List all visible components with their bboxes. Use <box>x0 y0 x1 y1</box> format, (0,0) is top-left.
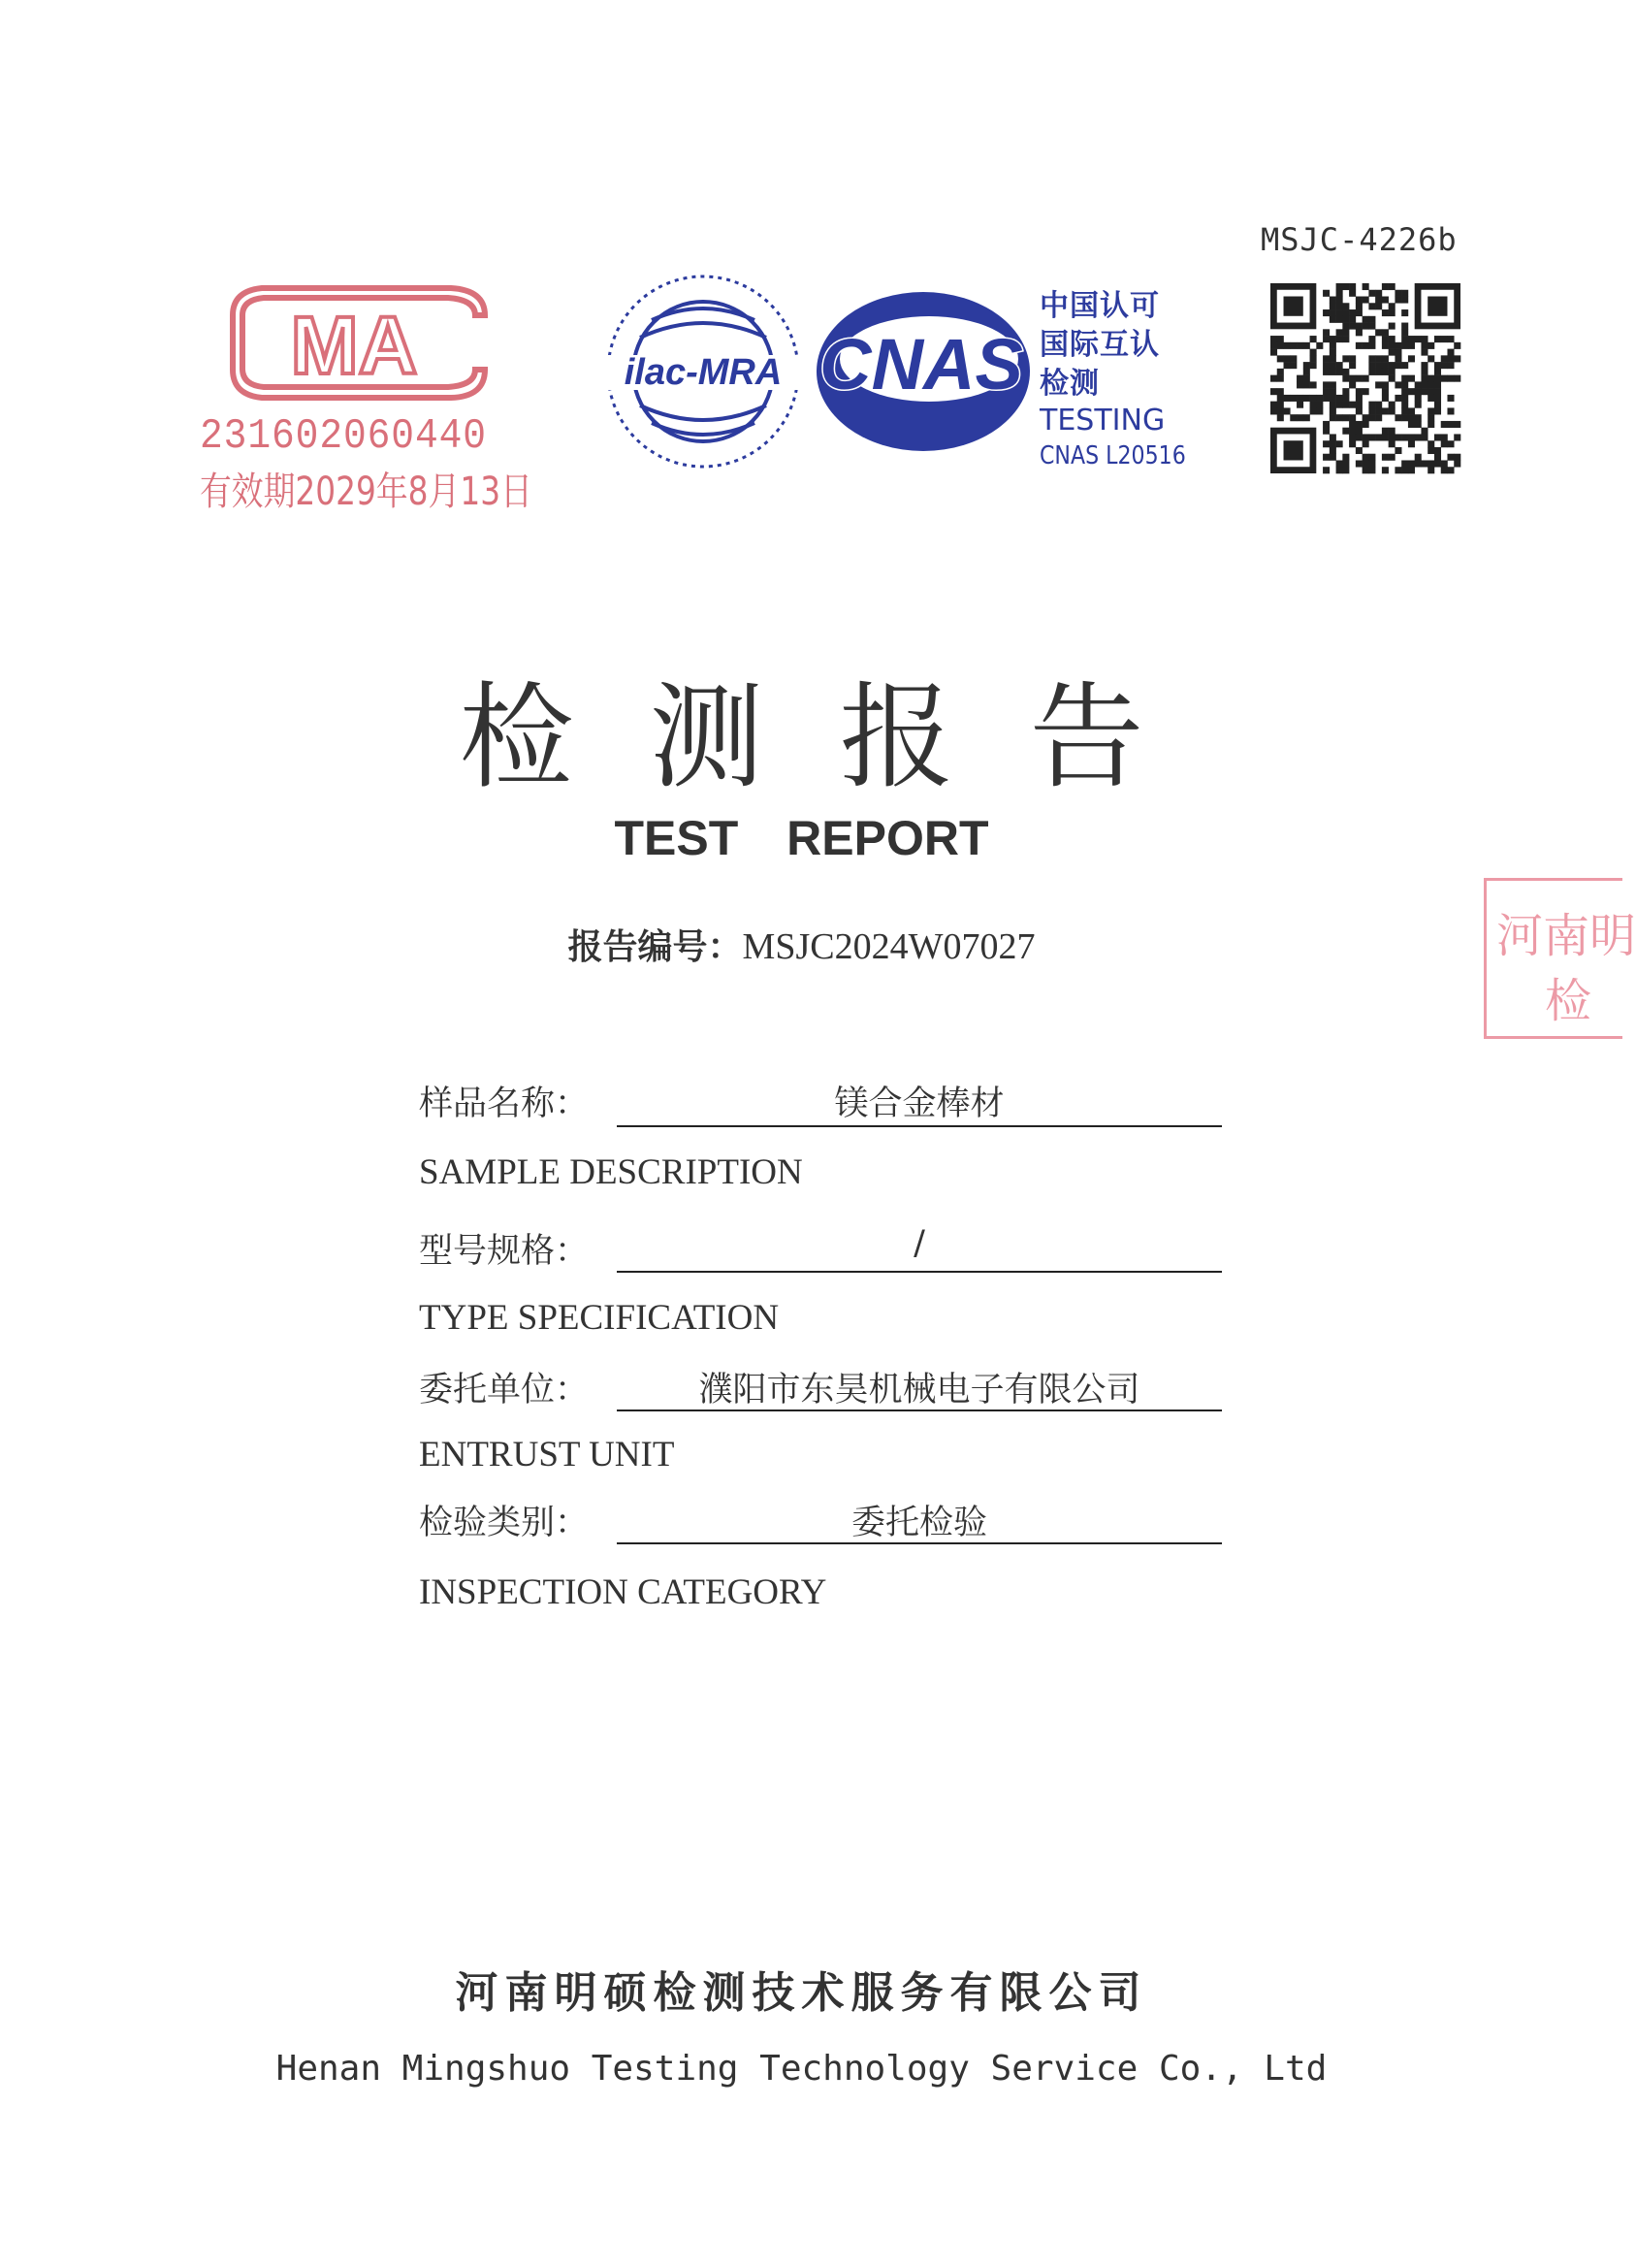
entrust-unit-value: 濮阳市东昊机械电子有限公司 <box>698 1371 1140 1409</box>
page-title-english: TEST REPORT <box>614 811 989 865</box>
inspection-category-underline <box>617 1542 1222 1544</box>
company-name: 河南明硕检测技术服务有限公司 <box>455 1968 1148 2018</box>
type-spec-underline <box>617 1271 1222 1273</box>
cnas-text: CNAS <box>819 324 1023 405</box>
cnas-caption-testing: TESTING <box>1040 404 1166 437</box>
type-spec-value: / <box>914 1224 925 1263</box>
page-title: 检测报告 <box>459 670 1220 804</box>
entrust-unit-english-label: ENTRUST UNIT <box>419 1435 675 1474</box>
company-name-english: Henan Mingshuo Testing Technology Service Co., Ltd <box>275 2049 1328 2089</box>
sample-description-label: SAMPLE DESCRIPTION <box>419 1152 803 1192</box>
company-seal-stamp <box>1484 878 1636 1039</box>
ilac-mra-logo <box>601 270 805 473</box>
entrust-unit-label: 委托单位： <box>419 1371 590 1409</box>
ilac-text: ilac-MRA <box>624 352 783 393</box>
inspection-category-label: 检验类别： <box>419 1504 590 1542</box>
cma-logo-text: MA <box>290 300 418 391</box>
sample-name-value: 镁合金棒材 <box>834 1085 1005 1123</box>
cma-stamp <box>194 276 532 514</box>
cnas-caption-line-3: 检测 <box>1040 367 1100 401</box>
report-number-value: MSJC2024W07027 <box>742 926 1036 967</box>
sample-name-label: 样品名称： <box>419 1085 590 1123</box>
cma-number: 231602060440 <box>200 412 487 461</box>
cnas-caption-line-2: 国际互认 <box>1040 328 1160 362</box>
qr-code <box>1270 283 1460 473</box>
report-number <box>0 920 1603 969</box>
cnas-caption-line-1: 中国认可 <box>1040 289 1160 323</box>
cma-logo-icon <box>194 276 514 412</box>
seal-text-line-1: 河南明 <box>1496 909 1636 963</box>
seal-text-line-2: 检 <box>1545 974 1592 1028</box>
type-spec-label: 型号规格： <box>419 1232 590 1271</box>
cma-validity: 有效期2029年8月13日 <box>200 470 532 514</box>
cnas-emblem-icon <box>805 289 1038 454</box>
sample-name-underline <box>617 1125 1222 1127</box>
qr-code-icon <box>1270 283 1460 473</box>
entrust-unit-underline <box>617 1409 1222 1411</box>
cnas-logo <box>805 289 1038 454</box>
ilac-globe-icon <box>601 270 805 473</box>
cnas-caption <box>1040 287 1211 473</box>
document-code: MSJC-4226b <box>1261 221 1458 258</box>
inspection-category-value: 委托检验 <box>850 1504 987 1542</box>
inspection-category-english-label: INSPECTION CATEGORY <box>419 1572 827 1612</box>
cnas-accreditation-code: CNAS L20516 <box>1040 441 1186 470</box>
report-number-label: 报告编号： <box>567 927 743 967</box>
type-specification-label: TYPE SPECIFICATION <box>419 1298 780 1338</box>
